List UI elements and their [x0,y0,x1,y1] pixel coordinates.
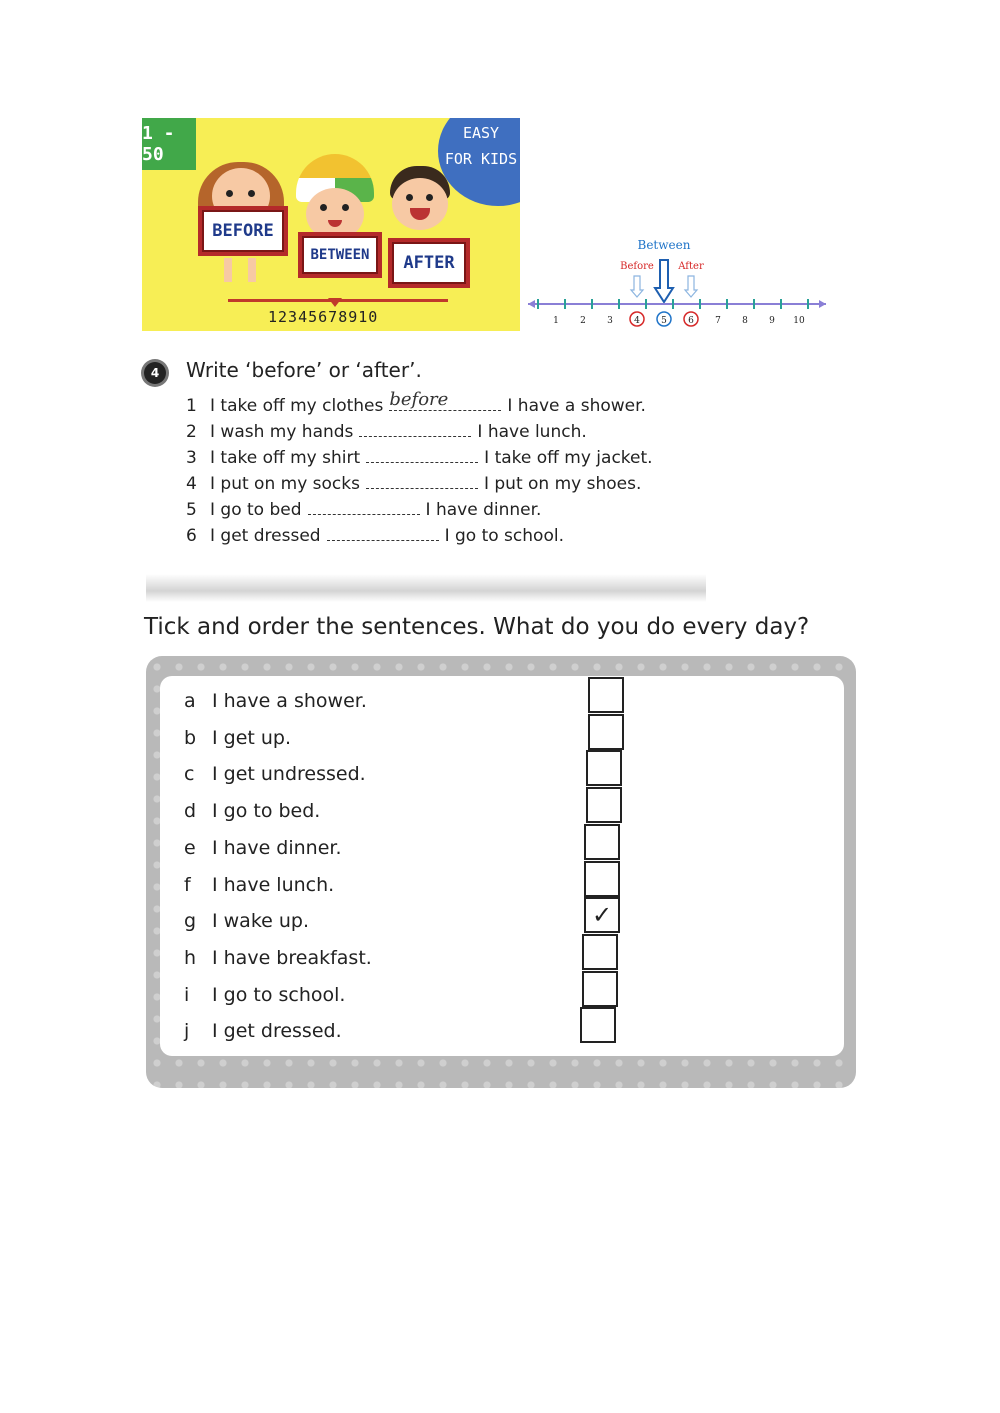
before-arrow-icon [631,276,643,297]
exercise-4-title: Write ‘before’ or ‘after’. [186,358,422,382]
item-text: I get up. [212,727,292,749]
row-second-clause: I have a shower. [507,396,646,416]
item-letter: g [184,910,197,932]
row-second-clause: I have lunch. [477,422,587,442]
row-number: 3 [186,448,197,468]
easy-for-kids-text [442,120,520,172]
tick-checkbox-d[interactable] [586,787,622,823]
answer-blank[interactable] [389,389,501,411]
number-label-6: 6 [688,316,694,326]
page-shadow-strip [146,574,706,602]
row-first-clause: I get dressed [210,526,321,546]
girl-eye-left [226,190,233,197]
number-line-diagram [520,232,840,332]
tick-item-a [184,690,367,712]
tick-checkbox-i[interactable] [582,971,618,1007]
tick-checkbox-j[interactable] [580,1007,616,1043]
item-text: I have breakfast. [212,947,372,969]
row-first-clause: I take off my clothes [210,396,384,416]
row-number: 4 [186,474,197,494]
for-kids-label: FOR KIDS [444,150,518,168]
item-letter: a [184,690,196,712]
exercise-row-6 [186,522,564,546]
banner-digits: 12345678910 [268,308,379,326]
row-first-clause: I go to bed [210,500,302,520]
number-label-7: 7 [715,316,721,326]
number-label-5: 5 [661,316,667,326]
exercise-row-4 [186,470,641,494]
item-letter: d [184,800,197,822]
exercise-number-badge: 4 [144,362,166,384]
row-number: 6 [186,526,197,546]
row-number: 2 [186,422,197,442]
number-label-10: 10 [793,316,805,326]
between-label: Between [637,238,691,252]
number-line-numbers [553,316,805,326]
answer-blank[interactable] [327,522,439,541]
girl-eye-right [248,190,255,197]
axis-right-arrow-icon [819,300,826,308]
tick-checkbox-b[interactable] [588,714,624,750]
tick-item-h [184,947,372,969]
row-second-clause: I have dinner. [425,500,542,520]
item-letter: h [184,947,197,969]
row-first-clause: I wash my hands [210,422,354,442]
boy-eye-right [342,204,349,211]
row-number: 5 [186,500,197,520]
answer-blank[interactable] [366,444,478,463]
between-sign: BETWEEN [298,232,382,278]
exercise-row-2 [186,418,587,442]
range-tag: 1 - 50 [142,118,196,170]
between-arrow-icon [655,260,673,302]
number-label-2: 2 [580,316,586,326]
answer-blank[interactable] [308,496,420,515]
item-text: I have lunch. [212,874,335,896]
tick-checkbox-h[interactable] [582,934,618,970]
item-letter: i [184,984,190,1006]
row-second-clause: I take off my jacket. [484,448,653,468]
number-label-8: 8 [742,316,748,326]
tick-item-d [184,800,320,822]
before-between-after-banner [142,118,520,331]
number-label-9: 9 [769,316,775,326]
tick-exercise-title: Tick and order the sentences. What do you do every day? [144,614,810,640]
after-arrow-icon [685,276,697,297]
item-text: I go to bed. [212,800,321,822]
tick-item-e [184,837,342,859]
girl-legs [224,258,258,282]
row-second-clause: I put on my shoes. [483,474,642,494]
exercise-row-1 [186,389,646,416]
answer-blank[interactable] [366,470,478,489]
number-label-1: 1 [553,316,559,326]
answer-blank[interactable] [359,418,471,437]
tick-item-g [184,910,309,932]
row-number: 1 [186,396,197,416]
row-second-clause: I go to school. [444,526,564,546]
item-text: I get dressed. [212,1020,342,1042]
item-text: I have dinner. [212,837,342,859]
tick-checkbox-g[interactable]: ✓ [584,897,620,933]
tick-checkbox-e[interactable] [584,824,620,860]
after-sign: AFTER [388,238,470,288]
item-letter: c [184,763,195,785]
boy2-eye-right [426,194,433,201]
number-label-3: 3 [607,316,613,326]
tick-item-c [184,763,366,785]
item-text: I get undressed. [212,763,366,785]
boy-eye-left [320,204,327,211]
boy2-eye-left [406,194,413,201]
exercise-row-3 [186,444,653,468]
after-label: After [678,261,704,272]
tick-checkbox-c[interactable] [586,750,622,786]
item-text: I go to school. [212,984,346,1006]
number-label-4: 4 [634,316,640,326]
easy-label: EASY [462,124,500,142]
banner-marker-icon [328,298,342,307]
tick-checkbox-a[interactable] [588,677,624,713]
before-sign: BEFORE [198,206,288,256]
tick-item-f [184,874,334,896]
boy2-face [392,178,448,230]
row-first-clause: I put on my socks [210,474,360,494]
tick-item-i [184,984,345,1006]
item-letter: b [184,727,197,749]
item-text: I have a shower. [212,690,367,712]
item-letter: j [184,1020,190,1042]
item-letter: f [184,874,191,896]
tick-item-j [184,1020,342,1042]
row-first-clause: I take off my shirt [210,448,361,468]
exercise-row-5 [186,496,541,520]
before-label: Before [620,261,654,272]
item-text: I wake up. [212,910,310,932]
answer-text: before [389,389,449,410]
tick-checkbox-f[interactable] [584,861,620,897]
item-letter: e [184,837,196,859]
tick-item-b [184,727,291,749]
axis-left-arrow-icon [528,300,535,308]
